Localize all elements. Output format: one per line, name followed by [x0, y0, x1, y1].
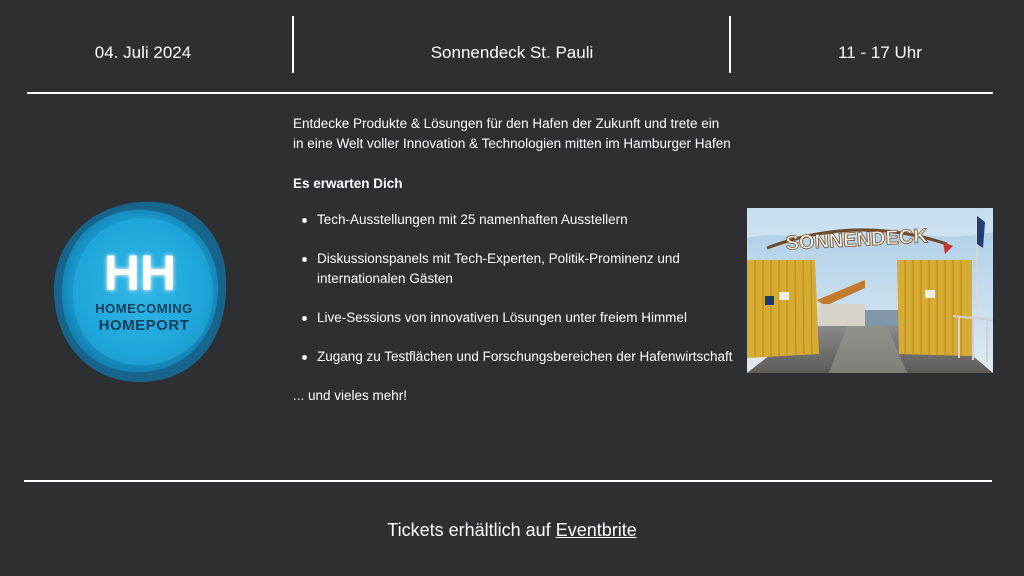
header-divider-left: [292, 16, 294, 73]
tickets-prefix: Tickets erhältlich auf: [387, 520, 551, 540]
list-item: Tech-Ausstellungen mit 25 namenhaften Ausstellern: [293, 210, 733, 230]
sign-text: SONNENDECK: [785, 225, 929, 255]
section-heading: Es erwarten Dich: [293, 176, 403, 191]
highlights-list: [293, 210, 733, 367]
event-location: Sonnendeck St. Pauli: [430, 43, 594, 62]
tickets-info: [0, 517, 1024, 543]
list-item: Diskussionspanels mit Tech-Experten, Politik-Prominenz und internationalen Gästen: [293, 249, 733, 289]
logo-line1: HOMECOMING: [95, 301, 193, 316]
logo-initials: HH: [103, 245, 177, 301]
list-item: Zugang zu Testflächen und Forschungsbereichen der Hafenwirtschaft: [293, 347, 733, 367]
event-description: [293, 114, 733, 406]
header-divider-right: [729, 16, 731, 73]
event-date: 04. Juli 2024: [94, 43, 192, 62]
venue-photo: [747, 208, 993, 373]
homecoming-homeport-logo: [48, 196, 232, 386]
logo-line2: HOMEPORT: [98, 317, 190, 334]
footer-rule: [24, 480, 992, 482]
event-time: 11 - 17 Uhr: [838, 43, 922, 62]
header-rule: [27, 92, 993, 94]
eventbrite-link[interactable]: Eventbrite: [555, 520, 637, 540]
outro-text: ... und vieles mehr!: [293, 388, 408, 403]
intro-text: Entdecke Produkte & Lösungen für den Hafen der Zukunft und trete ein in eine Welt voller Innovation & Technologien mitten im Hamburger Hafen: [293, 116, 731, 151]
list-item: Live-Sessions von innovativen Lösungen unter freiem Himmel: [293, 308, 733, 328]
